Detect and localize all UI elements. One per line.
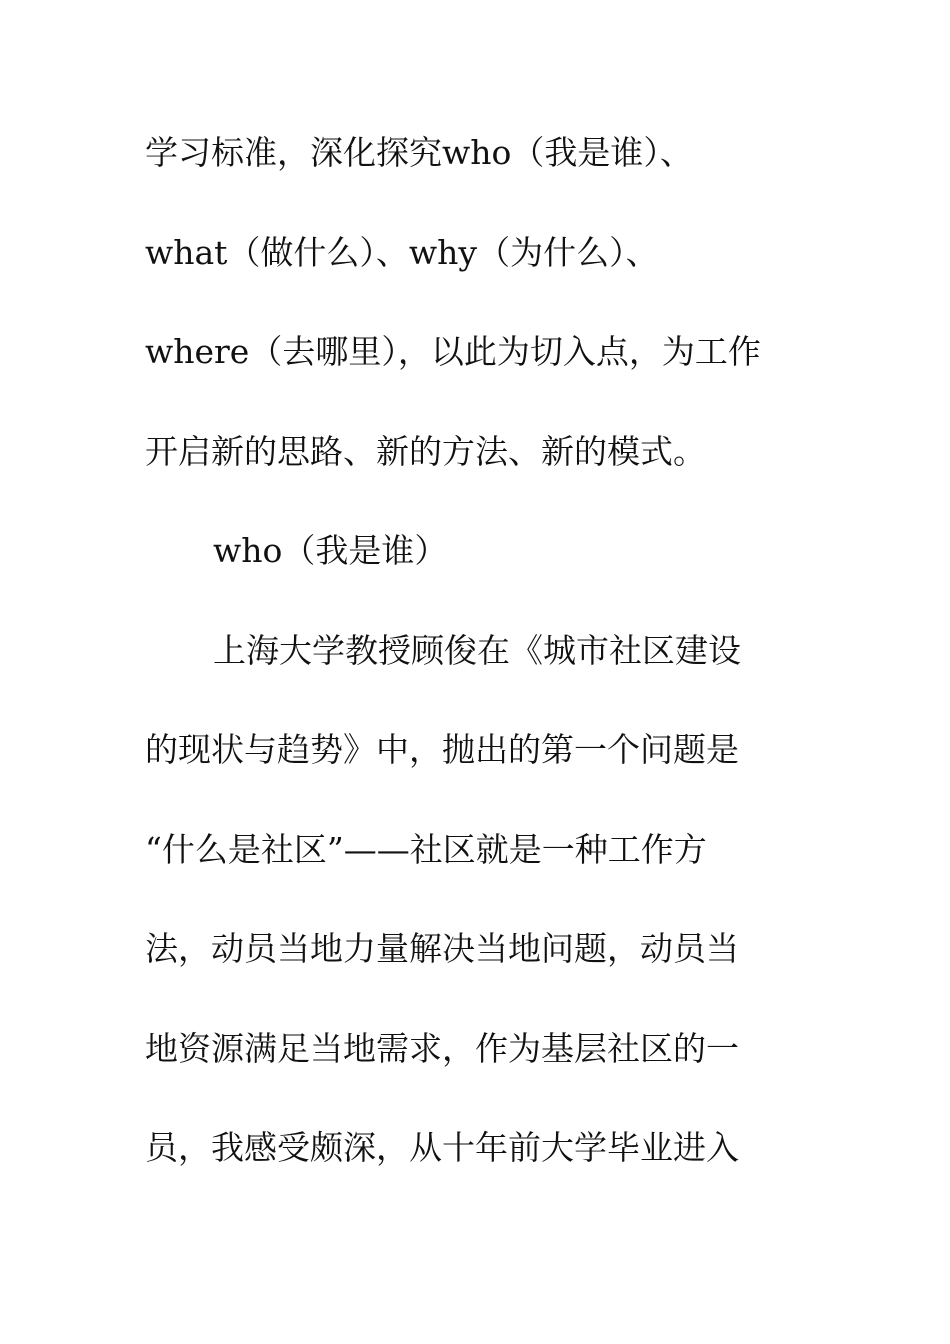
- paragraph-line: what（做什么）、why（为什么）、: [145, 232, 659, 272]
- paragraph-line: 地资源满足当地需求，作为基层社区的一: [145, 1028, 739, 1068]
- paragraph-line: “什么是社区”——社区就是一种工作方: [145, 829, 707, 869]
- body-text: [145, 103, 805, 1198]
- paragraph-line: 上海大学教授顾俊在《城市社区建设: [213, 630, 741, 670]
- paragraph-line: where（去哪里），以此为切入点，为工作: [145, 332, 761, 371]
- paragraph-line: 员，我感受颇深，从十年前大学毕业进入: [145, 1128, 739, 1167]
- paragraph-line: 学习标准，深化探究who（我是谁）、: [145, 133, 693, 172]
- paragraph-line: 法，动员当地力量解决当地问题，动员当: [145, 929, 739, 968]
- paragraph-line: 开启新的思路、新的方法、新的模式。: [145, 431, 706, 471]
- paragraph-line: 的现状与趋势》中，抛出的第一个问题是: [145, 730, 739, 769]
- section-heading: who（我是谁）: [213, 531, 448, 570]
